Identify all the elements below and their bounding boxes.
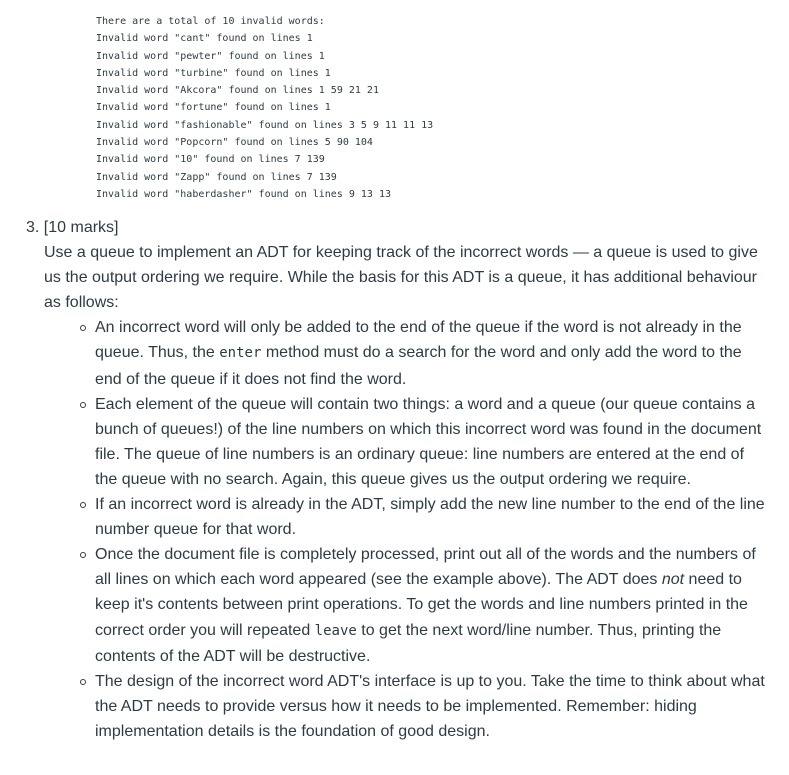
code-line: Invalid word "haberdasher" found on lines 9 13 13 — [96, 188, 392, 200]
list-item — [95, 542, 766, 668]
program-output-code-block — [96, 13, 433, 203]
bullet-text: Once the document file is completely processed, print out all of the words and the numbers of all lines on which each word appeared (see the example above). The ADT does — [95, 546, 756, 589]
code-line: Invalid word "Akcora" found on lines 1 59 21 21 — [96, 85, 379, 97]
code-line: Invalid word "fashionable" found on lines 3 5 9 11 11 13 — [96, 119, 434, 131]
code-line: Invalid word "Zapp" found on lines 7 139 — [96, 171, 337, 183]
emphasis-not: not — [661, 571, 685, 589]
code-line: Invalid word "Popcorn" found on lines 5 90 104 — [96, 137, 373, 149]
list-item — [95, 492, 766, 542]
question-marks: [10 marks] — [43, 219, 119, 236]
list-item — [95, 669, 766, 744]
question-number: 3. — [26, 219, 40, 236]
question-3 — [26, 215, 766, 744]
question-intro: Use a queue to implement an ADT for keeping track of the incorrect words — a queue is used to give us the output ordering we require. While the basis for this ADT is a queue, it has additional behaviour as follows: — [44, 244, 758, 312]
bullet-text: method must do a search for the word and only add the word to the end of the queue if it does not find the word. — [95, 344, 742, 388]
bullet-text: An incorrect word will only be added to the end of the queue if the word is not already in the queue. Thus, the — [95, 319, 742, 362]
bullet-text: need to keep it's contents between print operations. To get the words and line numbers printed in the correct order you will repeated — [95, 571, 748, 639]
leave-method-code: leave — [314, 622, 357, 639]
code-line: Invalid word "cant" found on lines 1 — [96, 33, 313, 45]
question-header — [26, 215, 766, 240]
code-line: Invalid word "fortune" found on lines 1 — [96, 102, 331, 114]
bullet-text: Each element of the queue will contain two things: a word and a queue (our queue contains a bunch of queues!) of the line numbers on which this incorrect word was found in the document file. The queue of line numbers is an ordinary queue: line numbers are entered at the end of the queue with no search. Again, this queue gives us the output ordering we require. — [95, 395, 762, 488]
code-line: Invalid word "turbine" found on lines 1 — [96, 67, 331, 79]
enter-method-code: enter — [219, 345, 262, 362]
code-line: There are a total of 10 invalid words: — [96, 16, 325, 27]
bullet-text: to get the next word/line number. Thus, printing the contents of the ADT will be destructive. — [95, 621, 722, 665]
code-line: Invalid word "10" found on lines 7 139 — [96, 154, 325, 166]
bullet-text: The design of the incorrect word ADT's interface is up to you. Take the time to think about what the ADT needs to provide versus how it needs to be implemented. Remember: hiding implementation details is the foundation of good design. — [95, 672, 765, 740]
list-item — [95, 392, 766, 492]
bullet-text: If an incorrect word is already in the ADT, simply add the new line number to the end of the line number queue for that word. — [95, 496, 765, 539]
list-item — [95, 315, 766, 391]
requirements-list — [26, 315, 766, 744]
code-line: Invalid word "pewter" found on lines 1 — [96, 50, 325, 62]
